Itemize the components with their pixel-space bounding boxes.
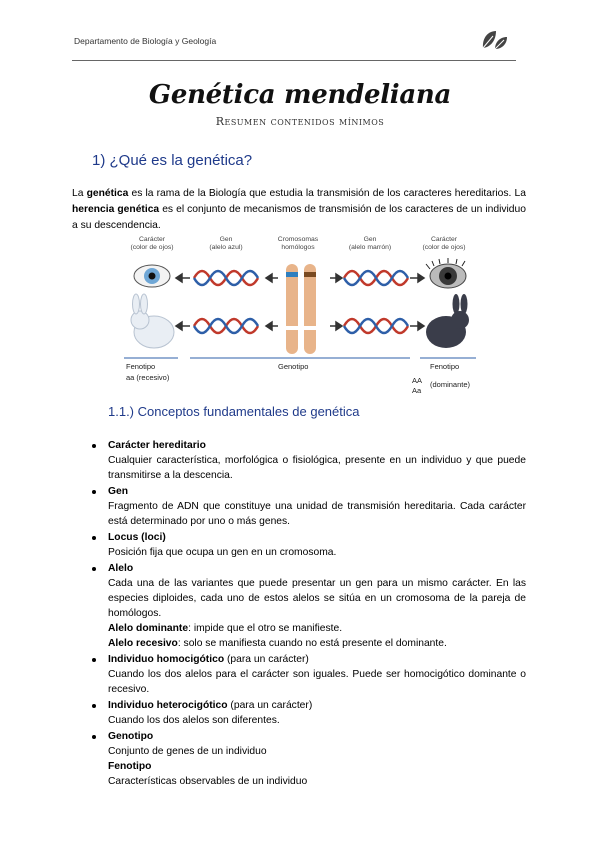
intro-term-herencia: herencia genética [72, 204, 160, 215]
list-item [90, 561, 526, 651]
intro-text: es la rama de la Biología que estudia la transmisión de los caracteres hereditarios. La [128, 188, 526, 199]
list-item [90, 484, 526, 529]
concept-subtext: : impide que el otro se manifieste. [188, 623, 343, 634]
genetics-illustration [120, 234, 480, 404]
figure-label-caracter-right: Carácter (color de ojos) [422, 236, 466, 251]
figure-label-fenotipo-left-sub: aa (recesivo) [126, 373, 170, 382]
concept-definition: Cuando los dos alelos para el carácter son iguales. Puede ser homocigótico dominante o recesivo. [108, 669, 526, 695]
concept-definition: Conjunto de genes de un individuo [108, 746, 267, 757]
intro-term-genetica: genética [86, 188, 129, 199]
figure-label-AA: AA [412, 376, 423, 385]
concept-subdefinition [108, 636, 526, 651]
concept-term: Individuo heterocigótico [108, 700, 228, 711]
concept-definition: Cualquier característica, morfológica o fisiológica, presente en un individuo y que puede transmitirse a la descencia. [108, 455, 526, 481]
concept-term: Carácter hereditario [108, 440, 206, 451]
genetics-figure [120, 234, 480, 404]
figure-label-Aa: Aa [412, 386, 422, 395]
section-heading-1-1: 1.1.) Conceptos fundamentales de genética [108, 404, 360, 419]
figure-label-gen-left: Gen (alelo azul) [209, 236, 243, 251]
concept-term: Individuo homocigótico [108, 654, 225, 665]
list-item [90, 438, 526, 483]
concept-term: Fenotipo [108, 761, 152, 772]
blue-eye-icon [134, 265, 170, 287]
list-item [90, 698, 526, 728]
section-heading-1: 1) ¿Qué es la genética? [92, 152, 253, 169]
intro-text: La [72, 188, 87, 199]
concept-definition: Fragmento de ADN que constituye una unidad de transmisión hereditaria. Cada carácter está determinado por uno o más genes. [108, 501, 526, 527]
concept-subterm: Alelo dominante [108, 623, 189, 634]
intro-paragraph [72, 186, 526, 234]
page-title: Genética mendeliana [148, 80, 452, 110]
concept-term-suffix: (para un carácter) [224, 654, 309, 665]
concept-subdefinition [108, 621, 526, 636]
concept-subterm: Alelo recesivo [108, 638, 178, 649]
dna-helix-icon [194, 271, 408, 333]
concept-term-suffix: (para un carácter) [227, 700, 313, 711]
concepts-list [90, 438, 526, 790]
department-header: Departamento de Biología y Geología [74, 36, 217, 46]
figure-label-caracter-left: Carácter (color de ojos) [130, 236, 174, 251]
concept-definition: Cuando los dos alelos son diferentes. [108, 715, 280, 726]
concept-definition: Características observables de un individuo [108, 776, 308, 787]
list-item [90, 652, 526, 697]
concept-definition: Cada una de las variantes que puede presentar un gen para un mismo carácter. En las especies diploides, cada uno de estos alelos se sitúa en un cromosoma de la pareja de homólogos. [108, 578, 526, 619]
leaf-logo-icon [480, 28, 510, 52]
concept-term: Locus (loci) [108, 532, 166, 543]
header-rule [72, 60, 516, 61]
figure-label-fenotipo-right: Fenotipo [430, 362, 460, 371]
concept-definition: Posición fija que ocupa un gen en un cromosoma. [108, 547, 337, 558]
concept-subtext: : solo se manifiesta cuando no está presente el dominante. [177, 638, 447, 649]
concept-term: Gen [108, 486, 129, 497]
list-item [90, 729, 526, 789]
list-item [90, 530, 526, 560]
brown-eye-icon [426, 258, 466, 288]
chromosome-pair-icon [286, 264, 316, 354]
figure-label-fenotipo-right-sub: (dominante) [430, 380, 471, 389]
page-subtitle: Resumen contenidos mínimos [215, 115, 385, 128]
white-rabbit-icon [131, 294, 174, 348]
concept-term: Alelo [108, 563, 134, 574]
concept-term: Genotipo [108, 731, 154, 742]
figure-label-fenotipo-left: Fenotipo [126, 362, 156, 371]
figure-label-genotipo: Genotipo [278, 362, 309, 371]
figure-label-cromosomas: Cromosomas homólogos [277, 236, 319, 251]
black-rabbit-icon [426, 294, 469, 348]
figure-label-gen-right: Gen (alelo marrón) [348, 236, 392, 251]
intro-text: es el conjunto de mecanismos de transmisión de los caracteres de un individuo a su descendencia. [72, 204, 526, 231]
